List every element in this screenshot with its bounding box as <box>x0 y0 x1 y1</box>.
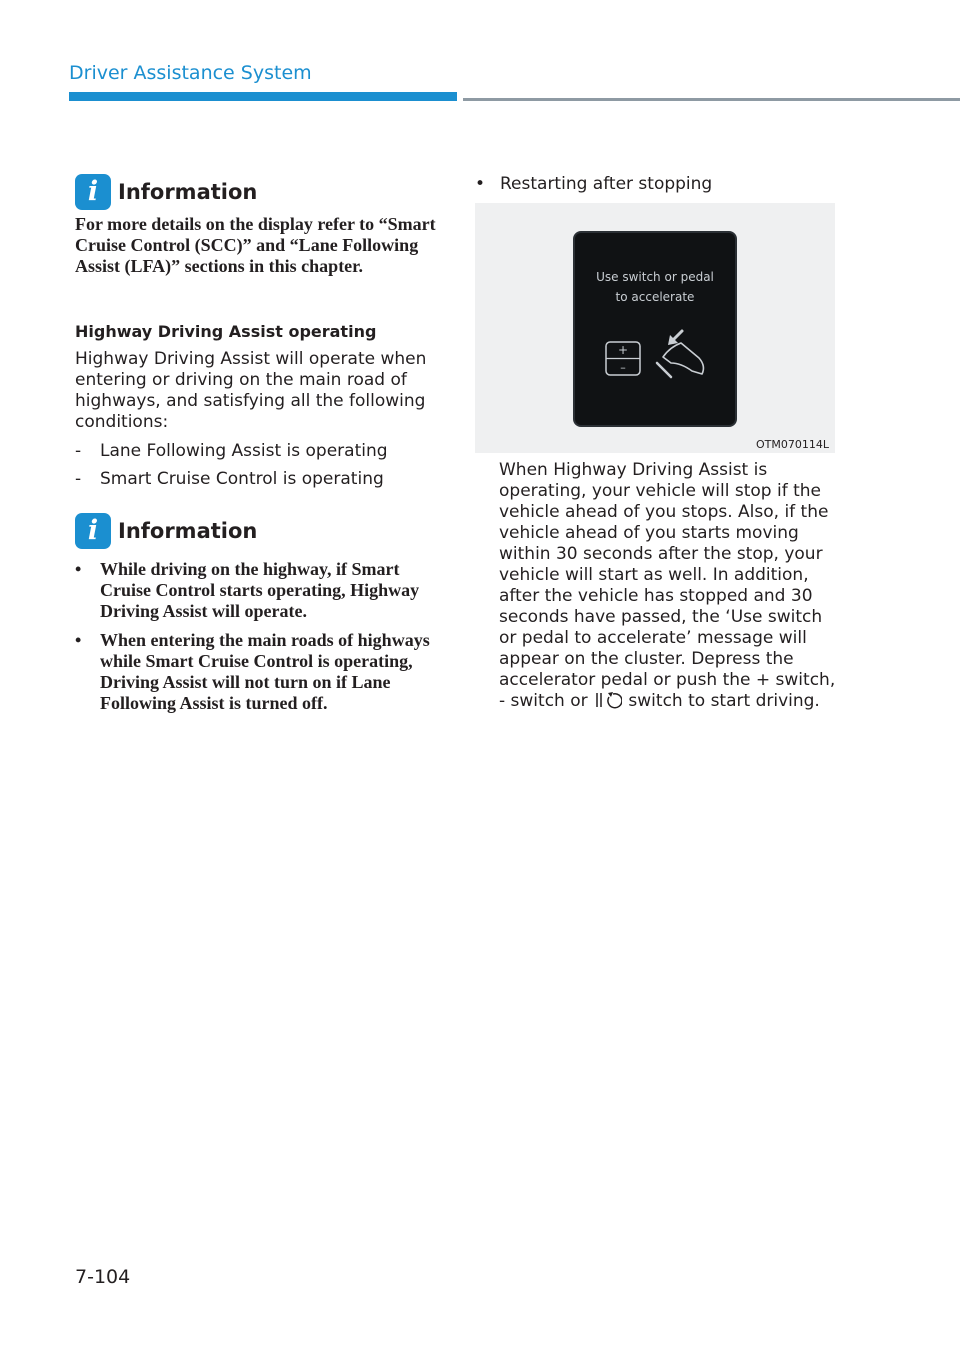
paragraph-text: switch to start driving. <box>628 691 820 711</box>
bullet-marker: • <box>75 630 82 650</box>
cluster-figure <box>475 203 835 453</box>
info-text: For more details on the display refer to “Smart Cruise Control (SCC)” and “Lane Following Assist (LFA)” sections in this chapter. <box>75 214 436 276</box>
list-item <box>75 559 445 622</box>
list-item-text: Lane Following Assist is operating <box>100 441 388 461</box>
bullet-marker: • <box>475 174 486 194</box>
section-subheading: Highway Driving Assist operating <box>75 322 377 341</box>
list-item-text: Smart Cruise Control is operating <box>100 469 384 489</box>
info-heading <box>75 172 445 212</box>
cluster-message: Use switch or pedal to accelerate <box>596 270 714 304</box>
info-title: Information <box>118 519 258 543</box>
list-item <box>75 630 445 714</box>
operating-section <box>75 322 445 490</box>
info-box-display <box>75 172 445 277</box>
list-item-text: While driving on the highway, if Smart Cruise Control starts operating, Highway Driving Assist will operate. <box>100 559 420 621</box>
list-item <box>75 469 445 490</box>
page-number: 7-104 <box>75 1266 131 1288</box>
list-item-text: When entering the main roads of highways while Smart Cruise Control is operating, Driving Assist will not turn on if Lane Following Assist is turned off. <box>100 630 430 713</box>
paragraph-text: When Highway Driving Assist is operating, your vehicle will stop if the vehicle ahead of you stops. Also, if the vehicle ahead of you starts moving within 30 seconds after the stop, your vehicle will start as well. In addition, after the vehicle has stopped and 30 seconds have passed, the ‘Use switch or pedal to accelerate’ message will appear on the cluster. Depress the accelerator pedal or push the + switch, - switch or <box>499 460 836 711</box>
info-box-operation <box>75 511 445 714</box>
information-icon: i <box>75 513 111 549</box>
switch-and-pedal-icon <box>575 233 735 425</box>
section-title: Driver Assistance System <box>69 62 312 84</box>
restart-paragraph <box>499 460 837 715</box>
list-item <box>475 174 837 195</box>
list-item <box>75 441 445 462</box>
figure-code: OTM070114L <box>756 438 829 451</box>
list-item-text: Restarting after stopping <box>500 174 713 194</box>
restart-heading <box>475 174 837 195</box>
svg-text:+: + <box>617 343 629 357</box>
section-paragraph: Highway Driving Assist will operate when entering or driving on the main road of highways, and satisfying all the following conditions: <box>75 349 427 432</box>
information-icon: i <box>75 174 111 210</box>
dash-marker: - <box>75 469 82 489</box>
pause-resume-switch-icon <box>594 691 622 715</box>
svg-text:–: – <box>620 361 626 374</box>
info-heading <box>75 511 445 551</box>
cluster-display <box>575 233 735 425</box>
bullet-marker: • <box>75 559 82 579</box>
header-rule-accent <box>69 92 457 101</box>
header-rule-gray <box>463 98 960 101</box>
info-title: Information <box>118 180 258 204</box>
dash-marker: - <box>75 441 82 461</box>
